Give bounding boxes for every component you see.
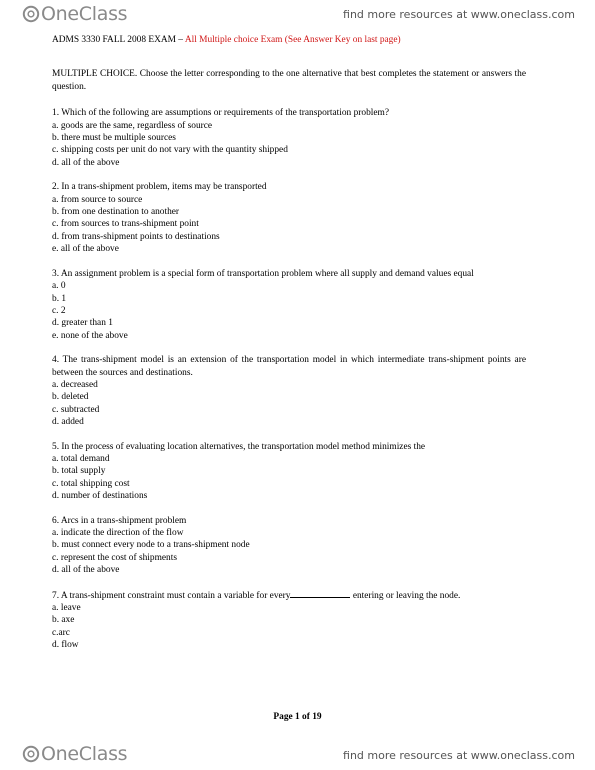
question-text: 3. An assignment problem is a special form of transportation problem where all supply and demand values equal bbox=[52, 268, 474, 279]
bottom-banner bbox=[0, 740, 595, 766]
top-banner bbox=[0, 0, 595, 26]
option: c.arc bbox=[52, 627, 70, 638]
exam-page bbox=[52, 34, 526, 664]
question-7 bbox=[52, 589, 526, 652]
option: a. total demand bbox=[52, 453, 110, 464]
question-1 bbox=[52, 107, 526, 169]
option: a. from source to source bbox=[52, 194, 143, 205]
option: e. all of the above bbox=[52, 244, 119, 255]
option: b. total supply bbox=[52, 466, 106, 477]
option: e. none of the above bbox=[52, 330, 128, 341]
page-number: Page 1 of 19 bbox=[273, 712, 322, 722]
option: c. shipping costs per unit do not vary with the quantity shipped bbox=[52, 145, 288, 156]
oneclass-logo-icon bbox=[22, 745, 40, 763]
exam-title-main: ADMS 3330 FALL 2008 EXAM – bbox=[52, 35, 185, 45]
option: d. number of destinations bbox=[52, 491, 148, 502]
option: d. added bbox=[52, 417, 84, 428]
question-text: 1. Which of the following are assumptions or requirements of the transportation problem? bbox=[52, 108, 389, 119]
question-text bbox=[52, 589, 526, 602]
option: b. must connect every node to a trans-shipment node bbox=[52, 540, 250, 551]
option: a. goods are the same, regardless of source bbox=[52, 120, 213, 131]
oneclass-logo[interactable] bbox=[22, 743, 127, 765]
option: d. all of the above bbox=[52, 157, 120, 168]
instructions: MULTIPLE CHOICE. Choose the letter corresponding to the one alternative that best completes the statement or answers the question. bbox=[52, 69, 526, 92]
option: c. subtracted bbox=[52, 404, 100, 415]
question-text: 2. In a trans-shipment problem, items may be transported bbox=[52, 182, 267, 193]
option: a. indicate the direction of the flow bbox=[52, 528, 184, 538]
answer-blank bbox=[290, 589, 350, 598]
option: c. represent the cost of shipments bbox=[52, 552, 177, 563]
exam-title bbox=[52, 34, 526, 46]
question-4 bbox=[52, 354, 526, 428]
option: c. total shipping cost bbox=[52, 478, 130, 489]
option: a. 0 bbox=[52, 281, 66, 292]
question-text-start: 7. A trans-shipment constraint must contain a variable for every bbox=[52, 590, 291, 601]
option: d. flow bbox=[52, 640, 79, 651]
question-text: 4. The trans-shipment model is an extension of the transportation model in which intermediate trans-shipment points are between the sources and destinations. bbox=[52, 355, 526, 378]
option: b. deleted bbox=[52, 392, 89, 403]
logo-text: OneClass bbox=[41, 3, 128, 25]
option: c. from sources to trans-shipment point bbox=[52, 219, 199, 230]
question-3 bbox=[52, 268, 526, 342]
option: b. there must be multiple sources bbox=[52, 133, 176, 144]
logo-text: OneClass bbox=[41, 743, 128, 765]
option: b. 1 bbox=[52, 293, 67, 304]
find-more-link[interactable]: find more resources at www.oneclass.com bbox=[343, 749, 575, 762]
question-5 bbox=[52, 441, 526, 503]
option: c. 2 bbox=[52, 305, 66, 316]
option: d. greater than 1 bbox=[52, 318, 113, 329]
question-2 bbox=[52, 181, 526, 255]
question-text-end: entering or leaving the node. bbox=[350, 590, 461, 601]
option: a. decreased bbox=[52, 379, 98, 390]
option: b. axe bbox=[52, 615, 75, 626]
oneclass-logo[interactable] bbox=[22, 3, 127, 25]
option: b. from one destination to another bbox=[52, 207, 180, 218]
oneclass-logo-icon bbox=[22, 5, 40, 23]
exam-title-note: All Multiple choice Exam (See Answer Key on last page) bbox=[184, 35, 401, 45]
option: d. from trans-shipment points to destinations bbox=[52, 231, 220, 242]
option: a. leave bbox=[52, 603, 81, 614]
question-6 bbox=[52, 515, 526, 577]
question-text: 6. Arcs in a trans-shipment problem bbox=[52, 515, 187, 526]
find-more-link[interactable]: find more resources at www.oneclass.com bbox=[343, 8, 575, 21]
option: d. all of the above bbox=[52, 565, 120, 576]
question-text: 5. In the process of evaluating location alternatives, the transportation model method minimizes the bbox=[52, 441, 426, 452]
